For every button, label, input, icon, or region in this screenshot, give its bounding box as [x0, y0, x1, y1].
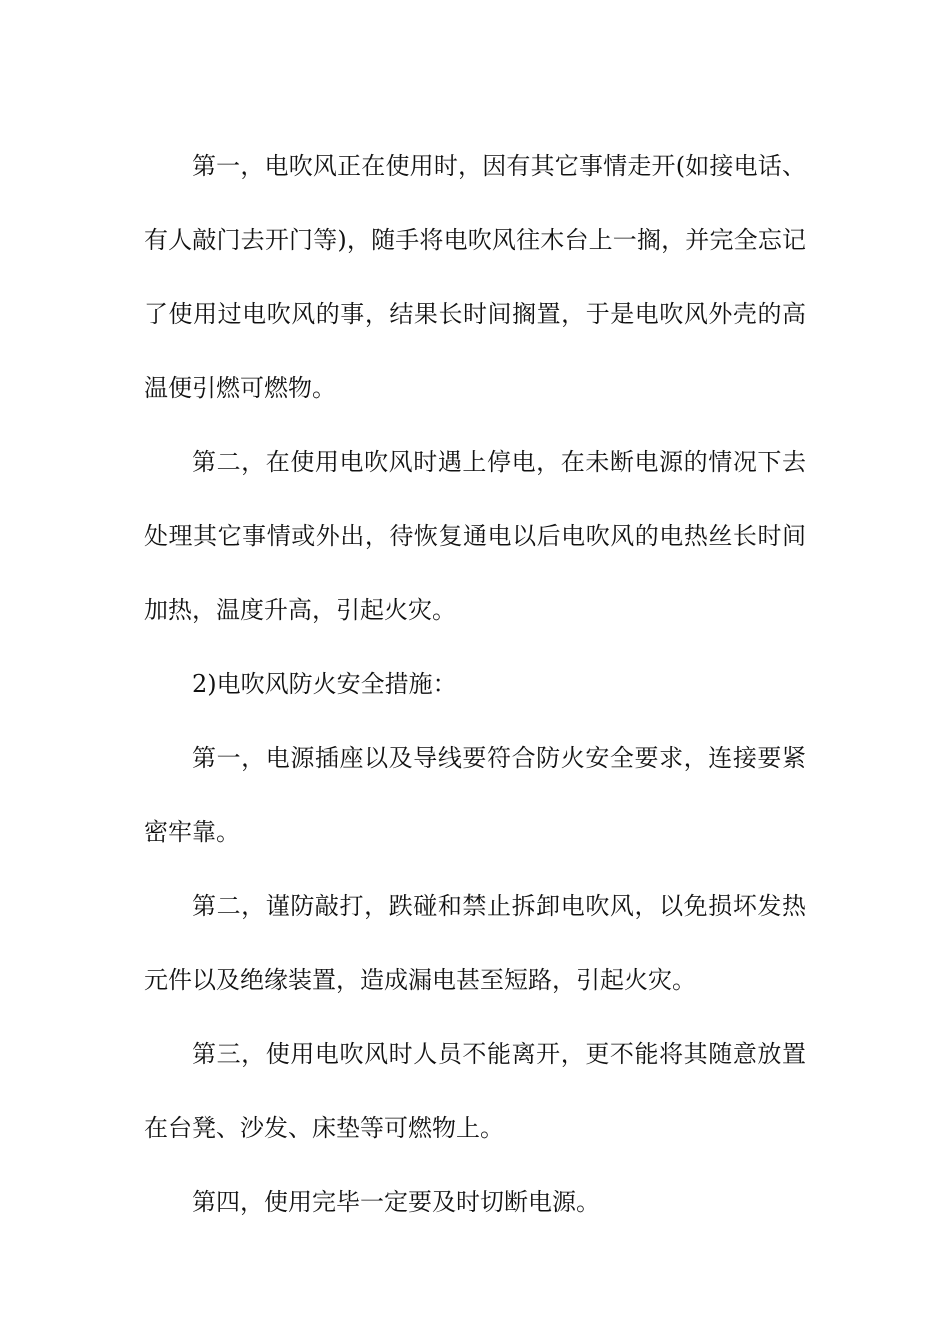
paragraph-7: 第四，使用完毕一定要及时切断电源。	[192, 1188, 600, 1216]
paragraph-5: 第二，谨防敲打，跌碰和禁止拆卸电吹风，以免损坏发热元件以及绝缘装置，造成漏电甚至短路，引起火灾。	[144, 892, 806, 994]
paragraph-6: 第三，使用电吹风时人员不能离开，更不能将其随意放置在台凳、沙发、床垫等可燃物上。	[144, 1040, 806, 1142]
paragraph-1: 第一，电吹风正在使用时，因有其它事情走开(如接电话、有人敲门去开门等)，随手将电吹风往木台上一搁，并完全忘记了使用过电吹风的事，结果长时间搁置，于是电吹风外壳的高温便引燃可燃物。	[144, 152, 806, 402]
document-body	[144, 129, 806, 1239]
paragraph-2: 第二，在使用电吹风时遇上停电，在未断电源的情况下去处理其它事情或外出，待恢复通电以后电吹风的电热丝长时间加热，温度升高，引起火灾。	[144, 448, 806, 624]
paragraph-4: 第一，电源插座以及导线要符合防火安全要求，连接要紧密牢靠。	[144, 744, 806, 846]
paragraph-3-section-heading: 2)电吹风防火安全措施：	[192, 670, 457, 698]
